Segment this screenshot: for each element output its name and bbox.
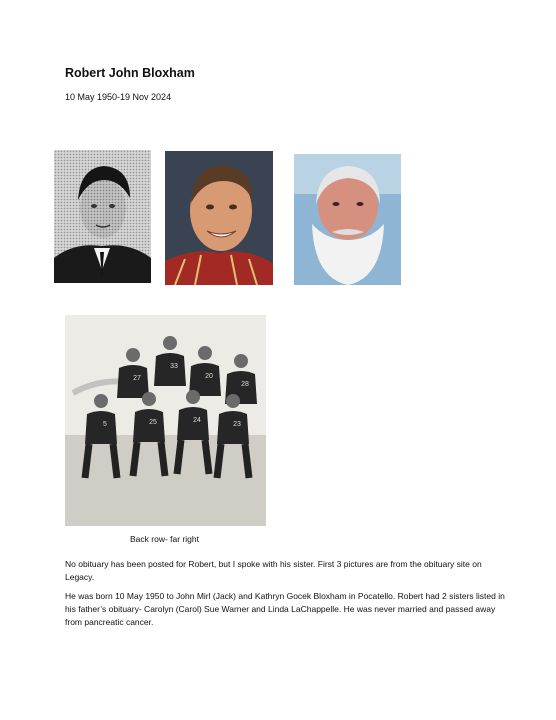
bearded-older-man-photo (294, 154, 401, 285)
jersey-number: 20 (205, 373, 213, 380)
jersey-number: 28 (241, 381, 249, 388)
paragraph-intro: No obituary has been posted for Robert, but I spoke with his sister. First 3 pictures are from the obituary site on Legacy. (65, 559, 482, 582)
paragraph-biography: He was born 10 May 1950 to John Mirl (Jack) and Kathryn Gocek Bloxham in Pocatello. Robert had 2 sisters listed in his father’s obituary- Carolyn (Carol) Sue Warner and Linda LaChappelle. He was never married and passed away from pancreatic cancer. (65, 591, 505, 627)
life-dates: 10 May 1950-19 Nov 2024 (65, 92, 172, 102)
jersey-number: 33 (170, 363, 178, 370)
jersey-number: 25 (149, 419, 157, 426)
jersey-number: 27 (133, 375, 141, 382)
yearbook-portrait-photo (54, 150, 151, 283)
jersey-number: 23 (233, 421, 241, 428)
team-group-photo (65, 315, 266, 526)
photo-caption: Back row- far right (130, 534, 199, 544)
jersey-number: 24 (193, 417, 201, 424)
page-title: Robert John Bloxham (65, 66, 195, 80)
smiling-man-photo (165, 151, 273, 285)
jersey-number: 5 (103, 421, 107, 428)
